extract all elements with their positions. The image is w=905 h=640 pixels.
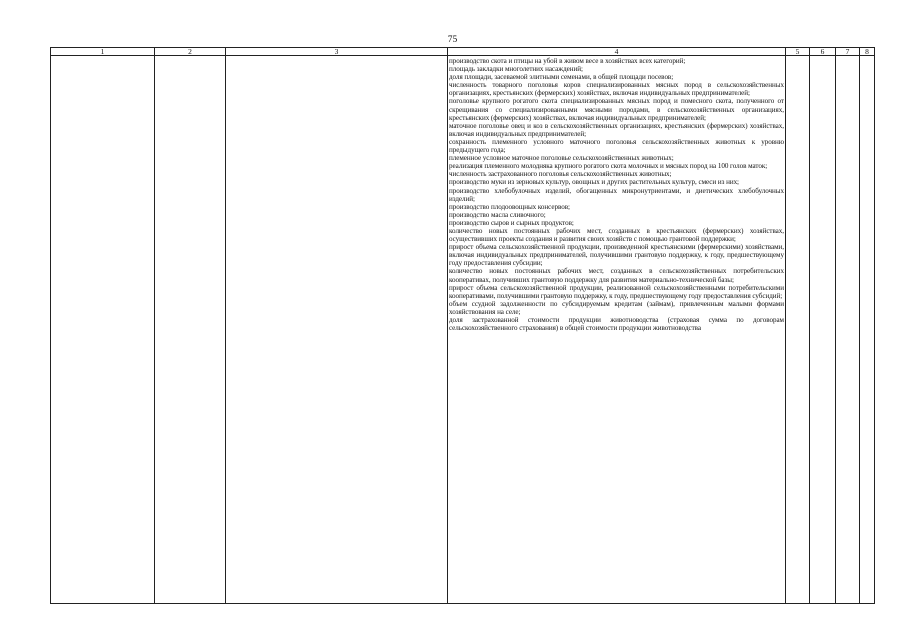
page-number: 75: [447, 35, 458, 45]
column-header-6: 6: [810, 48, 836, 56]
cell-column-7: [836, 56, 860, 604]
indicator-item: реализация племенного молодняка крупного рогатого скота молочных и мясных пород на 100 голов маток;: [449, 162, 768, 171]
indicator-item: производство хлебобулочных изделий, обогащенных микронутриентами, и диетических хлебобулочных изделий;: [449, 186, 784, 203]
cell-column-1: [51, 56, 155, 604]
cell-column-3: [226, 56, 448, 604]
indicator-item: племенное условное маточное поголовье сельскохозяйственных животных;: [449, 154, 674, 163]
column-header-1: 1: [51, 48, 155, 56]
indicator-item: маточное поголовье овец и коз в сельскохозяйственных организациях, крестьянских (фермерских) хозяйствах, включая индивидуальных предпринимателей;: [449, 121, 784, 138]
indicator-item: площадь закладки многолетних насаждений;: [449, 65, 583, 74]
indicator-item: поголовье крупного рогатого скота специализированных мясных пород и помесного скота, полученного от скрещивания со специализированными мясными породами, в сельскохозяйственных организациях, крестьянских (фермерских) хозяйствах, включая индивидуальных предпринимателей;: [449, 97, 784, 122]
indicator-item: прирост объема сельскохозяйственной продукции, произведенной крестьянскими (фермерскими) хозяйствами, включая индивидуальных предпринимателей, получившими грантовую поддержку, к году, предшествующему году предоставления субсидии;: [449, 243, 784, 268]
document-table: [50, 47, 875, 604]
column-header-8: 8: [860, 48, 875, 56]
indicator-item: производство масла сливочного;: [449, 210, 546, 219]
column-header-3: 3: [226, 48, 448, 56]
indicator-item: сохранность племенного условного маточного поголовья сельскохозяйственных животных к уровню предыдущего года;: [449, 137, 784, 155]
indicator-item: производство сыров и сырных продуктов;: [449, 218, 574, 227]
indicator-item: производство скота и птицы на убой в живом весе в хозяйствах всех категорий;: [449, 57, 686, 65]
indicator-item: количество новых постоянных рабочих мест, созданных в сельскохозяйственных потребительских кооперативах, получивших грантовую поддержку для развития материально-технической базы;: [449, 267, 784, 284]
column-header-7: 7: [836, 48, 860, 56]
indicator-item: доля площади, засеваемой элитными семенами, в общей площади посевов;: [449, 73, 674, 82]
table-header-row: [51, 48, 875, 56]
indicator-item: прирост объема сельскохозяйственной продукции, реализованной сельскохозяйственными потребительскими кооперативами, получившими грантовую поддержку, к году, предшествующему году предоставления субсидий;: [449, 283, 784, 300]
indicator-list: [448, 56, 785, 332]
cell-column-5: [786, 56, 810, 604]
column-header-4: 4: [448, 48, 786, 56]
column-header-5: 5: [786, 48, 810, 56]
cell-column-4: [448, 56, 786, 604]
cell-column-6: [810, 56, 836, 604]
table-body-row: [51, 56, 875, 604]
column-header-2: 2: [155, 48, 226, 56]
indicator-item: производство муки из зерновых культур, овощных и других растительных культур, смеси из них;: [449, 178, 739, 187]
indicator-item: производство плодоовощных консервов;: [449, 202, 570, 211]
cell-column-8: [860, 56, 875, 604]
indicator-item: количество новых постоянных рабочих мест, созданных в крестьянских (фермерских) хозяйствах, осуществивших проекты создания и развития своих хозяйств с помощью грантовой поддержки;: [449, 226, 784, 244]
indicator-item: численность товарного поголовья коров специализированных мясных пород в сельскохозяйственных организациях, крестьянских (фермерских) хозяйствах, включая индивидуальных предпринимателей;: [449, 81, 784, 98]
indicator-item: численность застрахованного поголовья сельскохозяйственных животных;: [449, 170, 672, 179]
indicator-item: доля застрахованной стоимости продукции животноводства (страховая сумма по договорам сельскохозяйственного страхования) в общей стоимости продукции животноводства: [449, 316, 784, 333]
indicator-item: объем ссудной задолженности по субсидируемым кредитам (займам), привлеченным малыми формами хозяйствования на селе;: [449, 299, 784, 316]
cell-column-2: [155, 56, 226, 604]
